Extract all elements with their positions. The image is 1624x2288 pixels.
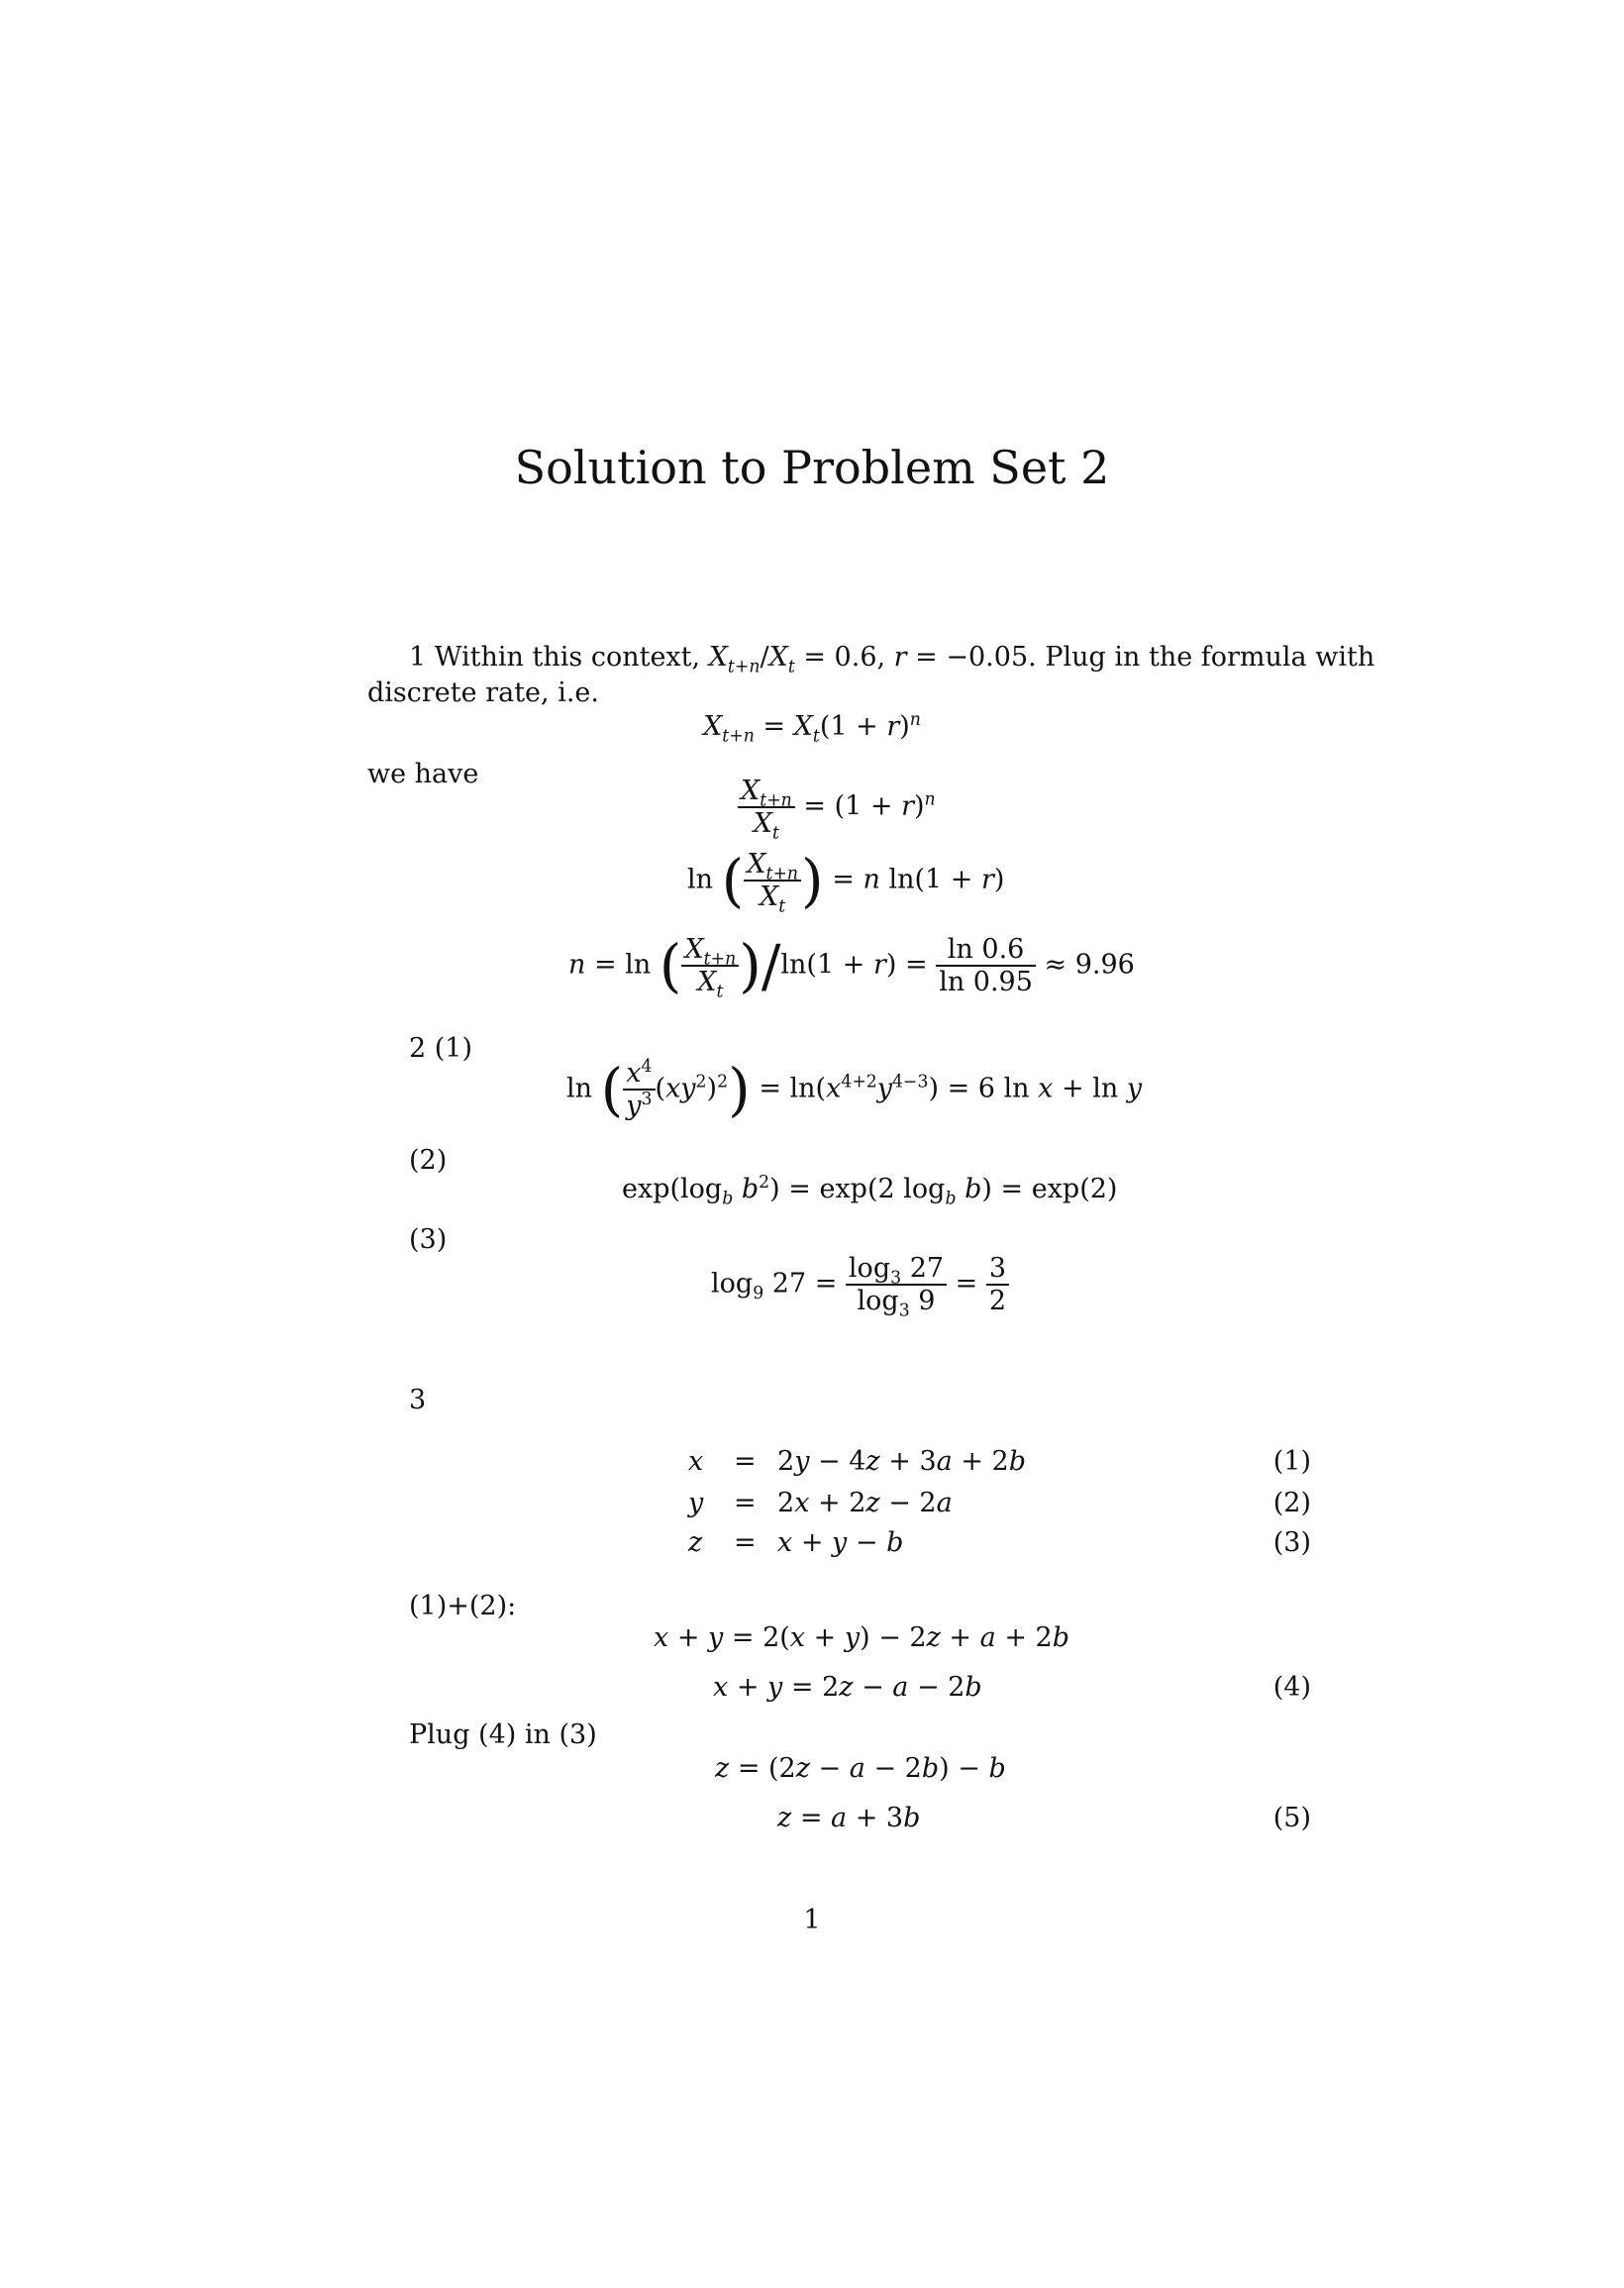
frac-denominator: 2 [988, 1286, 1007, 1317]
system-eq-1: = [734, 1446, 757, 1477]
frac-numerator: 3 [986, 1253, 1009, 1286]
equation-number-4: (4) [1272, 1672, 1311, 1703]
equation-ratio: $\frac{X_{t+n}}{X_t}$ = $(1 + r)^n$ [738, 776, 936, 839]
page-number: 1 [803, 1905, 821, 1935]
equation-number-1: (1) [1272, 1446, 1311, 1477]
system-eq-3: = [734, 1527, 757, 1558]
plug-label: Plug (4) in (3) [409, 1719, 597, 1750]
equation-number-3: (3) [1272, 1527, 1311, 1558]
equation-2-1: ln ( $\frac{x^4}{y^3}$ $(xy^2)^2) = \ln(x^{4+2}y^{4-3}) = 6$ ln x + ln y [566, 1056, 1143, 1124]
system-rhs-3: x + y − b [777, 1527, 904, 1558]
equation-2-2: $\exp(\log_b$ $b^2) = \exp(2$ $\log_b b) = \exp(2)$ [622, 1173, 1118, 1209]
we-have-text: we have [367, 759, 479, 789]
system-lhs-3: z [688, 1527, 703, 1558]
system-lhs-2: y [688, 1488, 704, 1518]
equation-2-3: $\log_9 27$ = $\frac{\log_3 27}{\log_3 9}$ = $\frac{3}{2}$ [711, 1253, 1009, 1316]
equation-4: x + y = 2z − a − 2b [713, 1672, 982, 1703]
intro-condition: $X_{t+n}/X_t = 0.6$, r = −0.05. [708, 642, 1037, 677]
problem-3-label: 3 [409, 1385, 427, 1415]
intro-text-b: Plug in the formula with [1045, 642, 1375, 673]
problem-2-label-3: (3) [409, 1224, 448, 1255]
equation-plug-step: z = (2z − a − 2b) − b [715, 1753, 1006, 1784]
system-lhs-1: x [688, 1446, 704, 1477]
equation-solve-n: n = ln ( $\frac{X_{t+n}}{X_t}$ )/ln(1 + r) = $\frac{\ln 0.6}{\ln 0.95}$ ≈ 9.96 [568, 932, 1135, 1002]
equation-discrete-rate: $X_{t+n} = X_t(1 + r)^n$ [703, 710, 921, 747]
problem-2-label-1: 2 (1) [409, 1033, 473, 1064]
result-value: ≈ 9.96 [1044, 949, 1135, 981]
equation-number-5: (5) [1272, 1803, 1311, 1833]
intro-text-a: 1 Within this context, [409, 642, 701, 673]
page-title: Solution to Problem Set 2 [514, 441, 1110, 494]
equation-number-2: (2) [1272, 1488, 1311, 1518]
system-rhs-1: 2y − 4z + 3a + 2b [777, 1446, 1026, 1477]
problem-2-label-2: (2) [409, 1145, 448, 1176]
problem-1-intro-line2: discrete rate, i.e. [367, 677, 599, 708]
system-eq-2: = [734, 1488, 757, 1518]
problem-1-intro-line1 [409, 642, 1375, 677]
equation-5: z = a + 3b [777, 1803, 921, 1833]
equation-log: ln ( $\frac{X_{t+n}}{X_t}$ ) = n ln(1 + r) [687, 847, 1005, 917]
equation-sum-step: x + y = 2(x + y) − 2z + a + 2b [654, 1622, 1069, 1653]
sum-label: (1)+(2): [409, 1591, 517, 1621]
system-rhs-2: 2x + 2z − 2a [777, 1488, 953, 1518]
